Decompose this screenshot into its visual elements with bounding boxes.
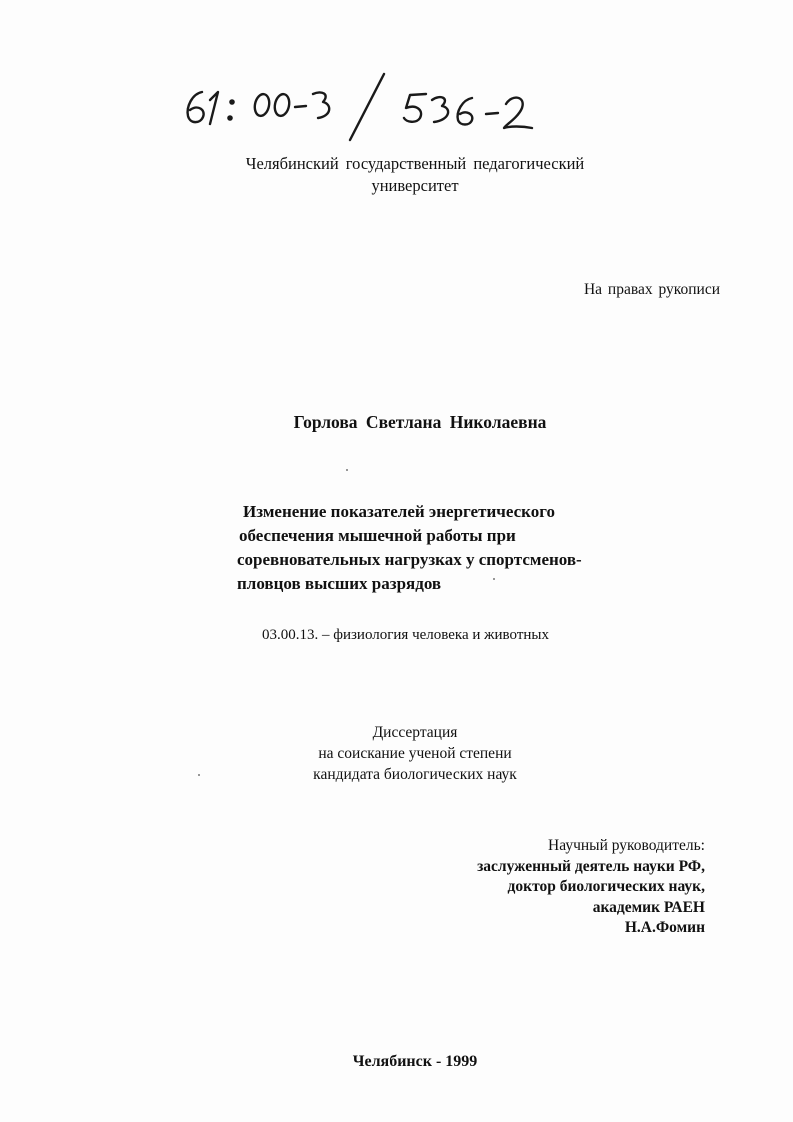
supervisor-name: Н.А.Фомин — [624, 919, 705, 936]
author-name: Горлова Светлана Николаевна — [293, 412, 547, 432]
specialty-code: 03.00.13. – физиология человека и животных — [262, 627, 549, 643]
title-line-4: пловцов высших разрядов — [237, 574, 442, 593]
scan-speck — [198, 774, 200, 776]
university-line-1: Челябинский государственный педагогический — [245, 154, 585, 173]
city-year: Челябинск - 1999 — [352, 1053, 478, 1070]
title-line-1: Изменение показателей энергетического — [243, 502, 555, 521]
dissertation-title — [237, 500, 657, 596]
supervisor-block — [400, 836, 705, 939]
rights-note: На правах рукописи — [583, 281, 720, 298]
diss-line-1: Диссертация — [372, 724, 458, 741]
university-line-2: университет — [371, 176, 459, 195]
supervisor-title-3: академик РАЕН — [592, 898, 705, 916]
university-name — [195, 153, 635, 197]
supervisor-title-2: доктор биологических наук, — [507, 878, 705, 895]
scan-speck — [346, 469, 348, 471]
handwritten-code-drawing — [170, 62, 570, 142]
diss-line-3: кандидата биологических наук — [313, 766, 517, 783]
title-line-2: обеспечения мышечной работы при — [239, 526, 516, 545]
supervisor-title-1: заслуженный деятель науки РФ, — [477, 857, 705, 875]
handwritten-archive-code — [170, 62, 570, 142]
diss-line-2: на соискание ученой степени — [318, 745, 512, 762]
dissertation-degree — [270, 722, 560, 785]
title-line-3: соревновательных нагрузках у спортсменов- — [237, 550, 582, 569]
scan-speck — [493, 578, 495, 580]
supervisor-label: Научный руководитель: — [548, 837, 705, 854]
